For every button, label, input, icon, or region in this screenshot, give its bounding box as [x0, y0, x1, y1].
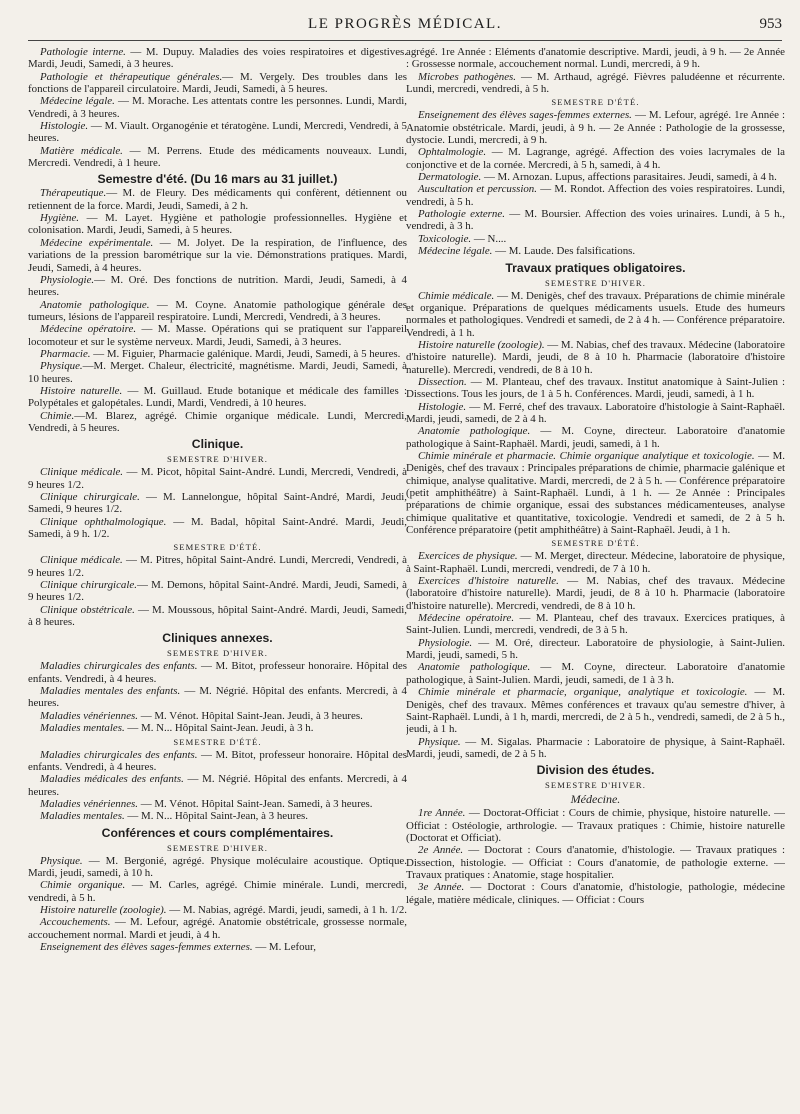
course-title: 2e Année. — [418, 844, 464, 857]
course-entry — [28, 274, 407, 299]
course-title: Maladies mentales. — [40, 810, 125, 823]
course-details: — M. Vergely. Des troubles dans les fonctions de l'appareil circulatoire. Mardi, Jeudi, Samedi, à 5 heures. — [28, 70, 407, 96]
course-details: — M. Coyne, directeur. Laboratoire d'anatomie pathologique à Saint-Raphaël. Mardi, jeudi, samedi, à 1 h. — [406, 425, 785, 450]
course-details: — M. Bitot, professeur honoraire. Hôpital des enfants. Vendredi, à 4 heures. — [28, 748, 407, 773]
course-title: Médecine légale. — [418, 245, 493, 258]
course-title: Dermatologie. — [418, 171, 482, 184]
course-title: Maladies mentales. — [40, 722, 125, 735]
course-title: Maladies chirurgicales des enfants. — [40, 748, 198, 761]
course-details: — M. Coyne, directeur. Laboratoire d'anatomie pathologique, à Saint-Julien. Mardi, jeudi, samedi, de 1 à 3 h. — [406, 661, 785, 686]
course-details: — M. Planteau, chef des travaux. Institut anatomique à Saint-Julien : Dissections. Tous les jours, de 1 à 5 h. Conférences. Mardi, jeudi, samedi, à 1 h. — [406, 375, 785, 401]
course-details: — N.... — [471, 232, 507, 245]
course-details: — M. Masse. Opérations qui se pratiquent sur l'appareil locomoteur et sur le système nerveux. Mardi, Jeudi, Samedi, à 3 heures. — [28, 323, 407, 348]
course-title: Maladies mentales des enfants. — [40, 685, 181, 698]
course-title: Physiologie. — [418, 636, 473, 649]
course-title: Médecine opératoire. — [418, 612, 515, 625]
course-details: — M. Perrens. Etude des médicaments nouveaux. Lundi, Mercredi. Vendredi, à 1 heure. — [28, 144, 407, 170]
course-details: — M. Nabias, chef des travaux. Médecine (laboratoire d'histoire naturelle). Mardi, jeudi, de 8 à 10 h. Pharmacie (laboratoire d'histoire naturelle). Mercredi, vendredi, de 8 à 10 h. — [406, 575, 785, 612]
course-title: Anatomie pathologique. — [418, 425, 531, 438]
course-title: Physique. — [418, 735, 461, 748]
course-details: — M. Vénot. Hôpital Saint-Jean. Jeudi, à 3 heures. — [137, 709, 363, 722]
course-title: Chimie minérale et pharmacie. Chimie organique analytique et toxicologie. — [418, 449, 755, 462]
course-entry — [28, 491, 407, 516]
course-details: agrégé. 1re Année : Eléments d'anatomie descriptive. Mardi, jeudi, à 9 h. — 2e Année : Grossesse normale, accouchement normal. Lundi, mercredi, à 9 h. — [406, 46, 785, 71]
course-title: Histoire naturelle (zoologie). — [418, 338, 545, 351]
course-details: —M. Blarez, agrégé. Chimie organique médicale. Lundi, Mercredi, Vendredi, à 5 heures. — [28, 409, 407, 434]
course-entry — [406, 425, 785, 450]
course-details: — M. Nabias, chef des travaux. Médecine (laboratoire d'histoire naturelle). Mardi, jeudi, de 8 à 10 h. Pharmacie (laboratoire d'histoire naturelle). Mercredi, vendredi, de 8 à 10 h. — [406, 338, 785, 376]
course-details: — Doctorat : Cours d'anatomie, d'histologie. — Travaux pratiques : Dissection, histologie. — Officiat : Cours d'anatomie, de pathologie externe. — Travaux pratiques : Anatomie, stage hospitalier. — [406, 844, 785, 881]
course-entry — [406, 245, 785, 257]
course-entry — [406, 208, 785, 233]
semester-label: SEMESTRE D'HIVER. — [545, 780, 646, 791]
course-title: Médecine opératoire. — [40, 323, 137, 336]
semester-label: SEMESTRE D'HIVER. — [545, 277, 646, 288]
course-details: — M. Jolyet. De la respiration, de l'influence, des variations de la pression barométrique sur la vie. Démonstrations pratiques. Mardi, Jeudi, Samedi, à 4 heures. — [28, 236, 407, 274]
course-entry — [28, 187, 407, 212]
course-details: — M. Bergonié, agrégé. Physique moléculaire acoustique. Optique. Mardi, jeudi, samedi, à 10 h. — [28, 854, 407, 879]
course-details: — M. Merget, directeur. Médecine, laboratoire de physique, à Saint-Raphaël. Lundi, mercredi, vendredi, de 7 à 10 h. — [406, 550, 785, 575]
course-details: — M. Négrié. Hôpital des enfants. Mercredi, à 4 heures. — [28, 685, 407, 710]
course-title: Exercices de physique. — [418, 550, 518, 563]
course-title: Médecine légale. — [40, 95, 115, 108]
course-details: — M. Oré. Des fonctions de nutrition. Mardi, Jeudi, Samedi, à 4 heures. — [28, 273, 407, 299]
course-title: Pathologie interne. — [40, 46, 126, 58]
course-entry — [28, 145, 407, 170]
course-title: Anatomie pathologique. — [418, 661, 531, 674]
course-title: Ophtalmologie. — [418, 146, 487, 159]
course-entry — [28, 516, 407, 541]
course-details: — M. de Fleury. Des médicaments qui confèrent, détiennent ou retiennent de la force. Mardi, Jeudi, Samedi, à 2 h. — [28, 187, 407, 212]
course-title: Clinique obstétricale. — [40, 603, 135, 616]
course-details: — Doctorat : Cours d'anatomie, d'histologie, pathologie, médecine légale, matière médicale, cliniques. — Officiat : Cours — [406, 881, 785, 906]
course-details: — M. Lefour, agrégé. 1re Année : Anatomie obstétricale. Mardi, jeudi, à 9 h. — 2e Année : Pathologie de la grossesse, dystocie. Lundi, mercredi, à 9 h. — [406, 109, 785, 147]
header-rule — [28, 40, 782, 41]
semester-label: SEMESTRE D'ÉTÉ. — [551, 97, 640, 108]
course-details: — M. Pitres, hôpital Saint-André. Lundi, Mercredi, Vendredi, à 9 heures 1/2. — [28, 554, 407, 579]
course-title: 3e Année. — [418, 881, 465, 894]
course-details: — M. Lefour, agrégé. Anatomie obstétricale, grossesse normale, accouchement normal. Mardi et jeudi, à 4 h. — [28, 916, 407, 941]
right-column — [406, 46, 785, 1104]
course-details: — M. Demons, hôpital Saint-André. Mardi, Jeudi, Samedi, à 9 heures 1/2. — [28, 579, 407, 604]
course-title: Chimie. — [40, 409, 75, 422]
course-title: Toxicologie. — [418, 232, 472, 245]
semester-label: SEMESTRE D'ÉTÉ. — [551, 538, 640, 549]
course-title: Accouchements. — [40, 916, 111, 929]
course-title: Pathologie et thérapeutique générales. — [40, 70, 223, 83]
course-details: — M. Oré, directeur. Laboratoire de physiologie, à Saint-Julien. Mardi, jeudi, samedi, 5 h. — [406, 636, 785, 662]
course-entry — [28, 95, 407, 120]
course-entry — [406, 686, 785, 735]
course-title: Médecine expérimentale. — [40, 236, 154, 249]
course-entry — [28, 466, 407, 491]
course-title: 1re Année. — [418, 807, 466, 820]
course-title: Enseignement des élèves sages-femmes externes. — [40, 940, 253, 953]
course-title: Clinique médicale. — [40, 466, 124, 479]
course-details: — M. Moussous, hôpital Saint-André. Mardi, Jeudi, Samedi, à 8 heures. — [28, 603, 407, 629]
course-entry — [406, 612, 785, 637]
course-details: — M. Layet. Hygiène et pathologie professionnelles. Hygiène et colonisation. Mardi, Jeudi, Samedi, à 5 heures. — [28, 212, 407, 237]
course-title: Maladies médicales des enfants. — [40, 773, 184, 786]
course-entry — [406, 109, 785, 146]
course-title: Exercices d'histoire naturelle. — [418, 575, 559, 588]
course-details: — M. Morache. Les attentats contre les personnes. Lundi, Mardi, Vendredi, à 3 heures. — [28, 95, 407, 120]
course-entry — [406, 637, 785, 662]
course-entry — [28, 579, 407, 604]
course-details: — M. Figuier, Pharmacie galénique. Mardi, Jeudi, Samedi, à 5 heures. — [90, 347, 401, 360]
course-details: — M. Lannelongue, hôpital Saint-André, Mardi, Jeudi, Samedi, 9 heures 1/2. — [28, 491, 407, 516]
course-entry — [406, 46, 785, 71]
course-title: Chimie organique. — [40, 879, 126, 892]
course-entry — [28, 916, 407, 941]
course-details: — M. Dupuy. Maladies des voies respiratoires et digestives. Mardi, Jeudi, Samedi, à 3 heures. — [28, 46, 407, 71]
course-details: — M. Vénot. Hôpital Saint-Jean. Samedi, à 3 heures. — [137, 797, 373, 810]
course-entry — [28, 604, 407, 629]
running-head — [28, 16, 782, 38]
course-details: — M. Coyne. Anatomie pathologique générale des tumeurs, lésions de l'appareil respiratoire. Lundi, Mercredi, Vendredi, à 3 heures. — [28, 298, 407, 323]
course-entry — [28, 71, 407, 96]
course-details: — M. Négrié. Hôpital des enfants. Mercredi, à 4 heures. — [28, 773, 407, 798]
course-title: Clinique chirurgicale. — [40, 579, 137, 592]
semester-label: SEMESTRE D'HIVER. — [167, 842, 268, 853]
course-title: Pathologie externe. — [418, 208, 505, 221]
course-title: Maladies chirurgicales des enfants. — [40, 660, 198, 673]
course-entry — [406, 844, 785, 881]
course-entry — [28, 879, 407, 904]
course-entry — [28, 773, 407, 798]
section-heading: Clinique. — [191, 437, 244, 452]
subsection-heading: Médecine. — [570, 792, 621, 807]
course-details: — M. Viault. Organogénie et tératogène. Lundi, Mercredi, Vendredi, à 5 heures. — [28, 120, 407, 145]
course-details: — M. Denigès, chef des travaux. Préparations de chimie minérale et organique. Préparations de quelques médicaments usuels. Etude des humeurs normales et pathologiques. Vendredi et samedi, de 2 à 4 h. — Conférence préparatoire. Vendredi, à 1 h. — [406, 289, 785, 339]
course-title: Clinique chirurgicale. — [40, 491, 140, 503]
section-heading: Semestre d'été. (Du 16 mars au 31 juillet.) — [97, 172, 338, 187]
course-details: — M. N... Hôpital Saint-Jean, à 3 heures. — [124, 810, 308, 823]
course-entry — [28, 410, 407, 435]
course-entry — [406, 661, 785, 686]
course-entry — [28, 904, 407, 916]
course-title: Hygiène. — [40, 212, 80, 225]
course-details: — M. Rondot. Affection des voies respiratoires. Lundi, vendredi, à 5 h. — [406, 183, 785, 208]
course-title: Enseignement des élèves sages-femmes externes. — [418, 109, 632, 122]
course-entry — [28, 237, 407, 274]
course-details: — M. Denigès, chef des travaux. Mêmes conférences et travaux qu'au semestre d'hiver, à Saint-Raphaël. Lundi, à 1 h, mardi, mercredi, de 2 à 5 h., vendredi, samedi, de 2 à 5 h., jeudi, à 1 h. — [406, 686, 785, 736]
course-entry — [28, 798, 407, 810]
course-title: Maladies vénériennes. — [40, 709, 138, 722]
course-entry — [406, 339, 785, 376]
course-entry — [28, 299, 407, 324]
course-entry — [406, 183, 785, 208]
course-entry — [406, 71, 785, 96]
course-title: Physiologie. — [40, 273, 95, 286]
course-title: Histoire naturelle. — [40, 384, 123, 397]
course-details: — M. Lagrange, agrégé. Affection des voies lacrymales de la conjonctive et de la cornée. Mercredi, à 5 h, samedi, à 4 h. — [406, 146, 785, 171]
page-number: 953 — [759, 16, 782, 32]
semester-label: SEMESTRE D'ÉTÉ. — [173, 542, 262, 553]
course-title: Maladies vénériennes. — [40, 797, 138, 810]
left-column — [28, 46, 407, 1104]
section-heading: Cliniques annexes. — [162, 631, 273, 646]
section-heading: Division des études. — [536, 763, 655, 778]
course-entry — [28, 46, 407, 71]
course-title: Thérapeutique. — [40, 187, 107, 200]
course-entry — [28, 685, 407, 710]
semester-label: SEMESTRE D'HIVER. — [167, 648, 268, 659]
course-entry — [406, 736, 785, 761]
course-entry — [406, 171, 785, 183]
course-details: — M. Boursier. Affection des voies urinaires. Lundi, à 5 h., vendredi, à 3 h. — [406, 208, 785, 233]
course-details: — M. Laude. Des falsifications. — [492, 245, 636, 258]
course-title: Anatomie pathologique. — [40, 298, 150, 311]
course-details: — M. Nabias, agrégé. Mardi, jeudi, samedi, à 1 h. 1/2. — [166, 903, 407, 916]
course-details: — M. Denigès, chef des travaux : Principales préparations de chimie, pharmacie galénique et chimique, analyse qualitative. Mardi, mercredi, de 2 à 5 h. — Conférence préparatoire (petit amphithéâtre) à Saint-Raphaël. Lundi, à 1 h. — 2e Année : Principales préparations de chimie organique, essai des substances médicamenteuses, analyse chimique qualitative et quantitative, toxicologie. Vendredi et samedi, de 2 à 5 h. Conférence préparatoire (petit amphithéâtre) à Saint-Raphaël. Jeudi, à 1 h. — [406, 449, 785, 537]
course-title: Histoire naturelle (zoologie). — [40, 903, 167, 916]
course-details: — M. Picot, hôpital Saint-André. Lundi, Mercredi, Vendredi, à 9 heures 1/2. — [28, 466, 407, 491]
course-details: — M. Arthaud, agrégé. Fièvres paludéenne et récurrente. Lundi, mercredi, vendredi, à 5 h. — [406, 70, 785, 96]
course-title: Dissection. — [418, 375, 467, 388]
course-entry — [28, 749, 407, 774]
course-entry — [28, 120, 407, 145]
course-entry — [28, 323, 407, 348]
course-entry — [28, 660, 407, 685]
course-entry — [28, 941, 407, 953]
course-entry — [28, 212, 407, 237]
section-heading: Travaux pratiques obligatoires. — [505, 260, 686, 275]
course-details: — M. Planteau, chef des travaux. Exercices pratiques, à Saint-Julien. Lundi, mercredi, vendredi, de 3 à 5 h. — [406, 612, 785, 637]
course-entry — [28, 722, 407, 734]
semester-label: SEMESTRE D'HIVER. — [167, 454, 268, 465]
course-details: — M. Sigalas. Pharmacie : Laboratoire de physique, à Saint-Raphaël. Mardi, jeudi, samedi, de 2 à 5 h. — [406, 735, 785, 760]
course-details: — M. Carles, agrégé. Chimie minérale. Lundi, mercredi, vendredi, à 5 h. — [28, 879, 407, 904]
journal-title: LE PROGRÈS MÉDICAL. — [308, 16, 502, 32]
course-entry — [406, 233, 785, 245]
course-entry — [406, 575, 785, 612]
course-details: — M. Ferré, chef des travaux. Laboratoire d'histologie à Saint-Raphaël. Mardi, jeudi, samedi, de 2 à 4 h. — [406, 400, 785, 425]
course-title: Matière médicale. — [40, 144, 123, 157]
course-title: Histologie. — [418, 400, 467, 413]
course-entry — [28, 855, 407, 880]
course-title: Chimie minérale et pharmacie, organique, analytique et toxicologie. — [418, 686, 748, 699]
course-entry — [28, 810, 407, 822]
course-entry — [28, 360, 407, 385]
section-heading: Conférences et cours complémentaires. — [101, 825, 334, 840]
semester-label: SEMESTRE D'ÉTÉ. — [173, 736, 262, 747]
course-details: — Doctorat-Officiat : Cours de chimie, physique, histoire naturelle. — Officiat : Ostéologie, arthrologie. — Travaux pratiques : Chimie, histoire naturelle (Doctorat et Officiat). — [406, 807, 785, 844]
course-entry — [406, 807, 785, 844]
course-details: — M. Guillaud. Etude botanique et médicale des familles : Polypétales et galopétales. Lundi, Mardi, Vendredi, à 10 heures. — [28, 384, 407, 410]
course-title: Physique. — [40, 854, 83, 867]
course-title: Microbes pathogènes. — [418, 70, 517, 83]
course-title: Clinique ophthalmologique. — [40, 515, 167, 528]
course-entry — [406, 376, 785, 401]
course-details: — M. Badal, hôpital Saint-André. Mardi, Jeudi, Samedi, à 9 h. 1/2. — [28, 515, 407, 541]
course-details: — M. N... Hôpital Saint-Jean. Jeudi, à 3 h. — [124, 722, 314, 735]
course-title: Histologie. — [40, 120, 89, 133]
course-entry — [28, 710, 407, 722]
course-title: Pharmacie. — [40, 347, 91, 360]
course-entry — [406, 290, 785, 339]
course-entry — [406, 881, 785, 906]
course-entry — [406, 450, 785, 536]
course-entry — [406, 401, 785, 426]
course-entry — [28, 348, 407, 360]
course-entry — [28, 385, 407, 410]
course-title: Clinique médicale. — [40, 554, 123, 567]
course-entry — [406, 146, 785, 171]
course-title: Auscultation et percussion. — [418, 183, 537, 196]
course-details: — M. Bitot, professeur honoraire. Hôpital des enfants. Vendredi, à 4 heures. — [28, 660, 407, 685]
course-entry — [28, 554, 407, 579]
course-details: — M. Lefour, — [252, 940, 316, 953]
course-title: Chimie médicale. — [418, 289, 495, 302]
course-entry — [406, 550, 785, 575]
course-title: Physique. — [40, 360, 83, 373]
course-details: — M. Arnozan. Lupus, affections parasitaires. Jeudi, samedi, à 4 h. — [481, 171, 777, 184]
course-details: —M. Merget. Chaleur, électricité, magnétisme. Mardi, Jeudi, Samedi, à 10 heures. — [28, 360, 407, 385]
